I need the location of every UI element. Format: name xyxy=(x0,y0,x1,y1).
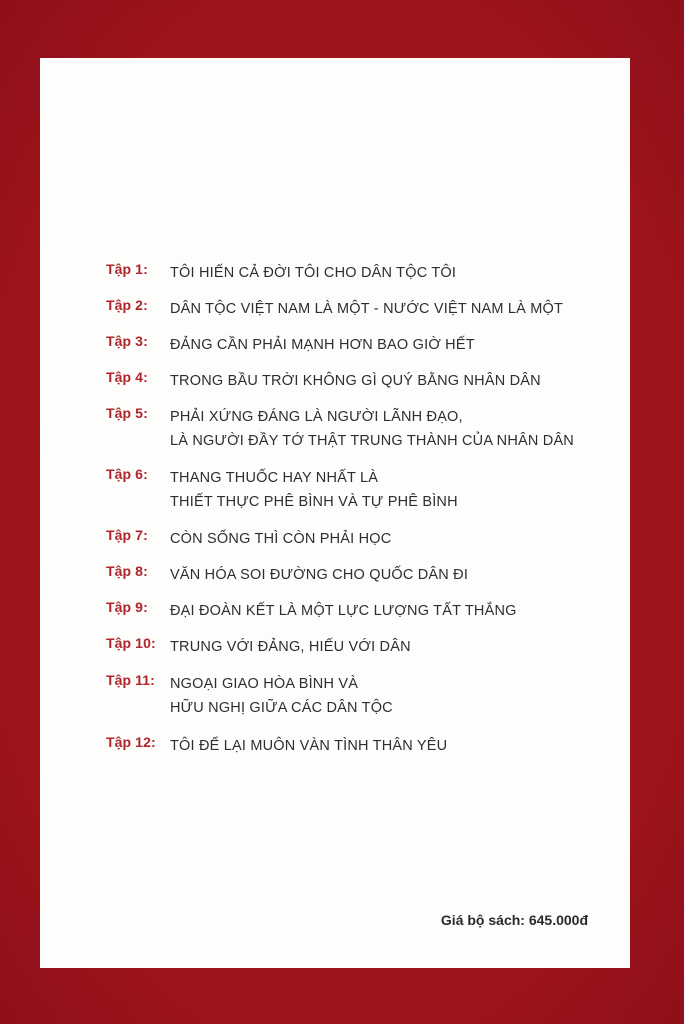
volume-label: Tập 5: xyxy=(106,405,148,421)
volume-title-line: THIẾT THỰC PHÊ BÌNH VÀ TỰ PHÊ BÌNH xyxy=(170,494,458,510)
volume-title-line: NGOẠI GIAO HÒA BÌNH VÀ xyxy=(170,676,359,692)
volume-title-line: CÒN SỐNG THÌ CÒN PHẢI HỌC xyxy=(170,531,392,547)
volume-title xyxy=(170,734,447,758)
volume-title-line: ĐẢNG CẦN PHẢI MẠNH HƠN BAO GIỜ HẾT xyxy=(170,337,475,353)
volume-label: Tập 10: xyxy=(106,635,156,651)
volume-title-line: PHẢI XỨNG ĐÁNG LÀ NGƯỜI LÃNH ĐẠO, xyxy=(170,409,463,425)
volume-label: Tập 3: xyxy=(106,333,148,349)
volume-title xyxy=(170,635,411,659)
volume-title xyxy=(170,672,393,720)
volume-title xyxy=(170,297,563,321)
volume-title-line: DÂN TỘC VIỆT NAM LÀ MỘT - NƯỚC VIỆT NAM LÀ MỘT xyxy=(170,301,564,317)
volume-label: Tập 9: xyxy=(106,599,148,615)
volume-title xyxy=(170,527,391,551)
set-price: Giá bộ sách: 645.000đ xyxy=(440,912,588,928)
volume-title-line: ĐẠI ĐOÀN KẾT LÀ MỘT LỰC LƯỢNG TẤT THẮNG xyxy=(170,603,517,619)
volume-label: Tập 12: xyxy=(106,734,156,750)
volume-title-line: TÔI ĐỂ LẠI MUÔN VÀN TÌNH THÂN YÊU xyxy=(170,738,448,754)
volume-title xyxy=(170,599,517,623)
volume-label: Tập 11: xyxy=(106,672,155,688)
back-cover-page xyxy=(40,58,630,968)
volume-title xyxy=(170,261,456,285)
volume-title-line: VĂN HÓA SOI ĐƯỜNG CHO QUỐC DÂN ĐI xyxy=(170,567,469,583)
volume-title-line: THANG THUỐC HAY NHẤT LÀ xyxy=(170,470,379,486)
volume-label: Tập 2: xyxy=(106,297,148,313)
volume-title xyxy=(170,466,458,514)
volume-label: Tập 7: xyxy=(106,527,148,543)
volume-title-line: TRUNG VỚI ĐẢNG, HIẾU VỚI DÂN xyxy=(170,639,411,655)
volume-label: Tập 1: xyxy=(106,261,148,277)
volume-title-line: HỮU NGHỊ GIỮA CÁC DÂN TỘC xyxy=(170,700,393,716)
volume-label: Tập 8: xyxy=(106,563,148,579)
volume-label: Tập 6: xyxy=(106,466,148,482)
volume-title-line: LÀ NGƯỜI ĐẦY TỚ THẬT TRUNG THÀNH CỦA NHÂN DÂN xyxy=(170,433,574,449)
volume-title xyxy=(170,563,468,587)
volume-label: Tập 4: xyxy=(106,369,148,385)
volume-title xyxy=(170,369,541,393)
volume-title-line: TRONG BẦU TRỜI KHÔNG GÌ QUÝ BẰNG NHÂN DÂN xyxy=(170,373,541,389)
volume-title-line: TÔI HIẾN CẢ ĐỜI TÔI CHO DÂN TỘC TÔI xyxy=(170,265,457,281)
volume-title xyxy=(170,333,475,357)
volume-title xyxy=(170,405,574,453)
